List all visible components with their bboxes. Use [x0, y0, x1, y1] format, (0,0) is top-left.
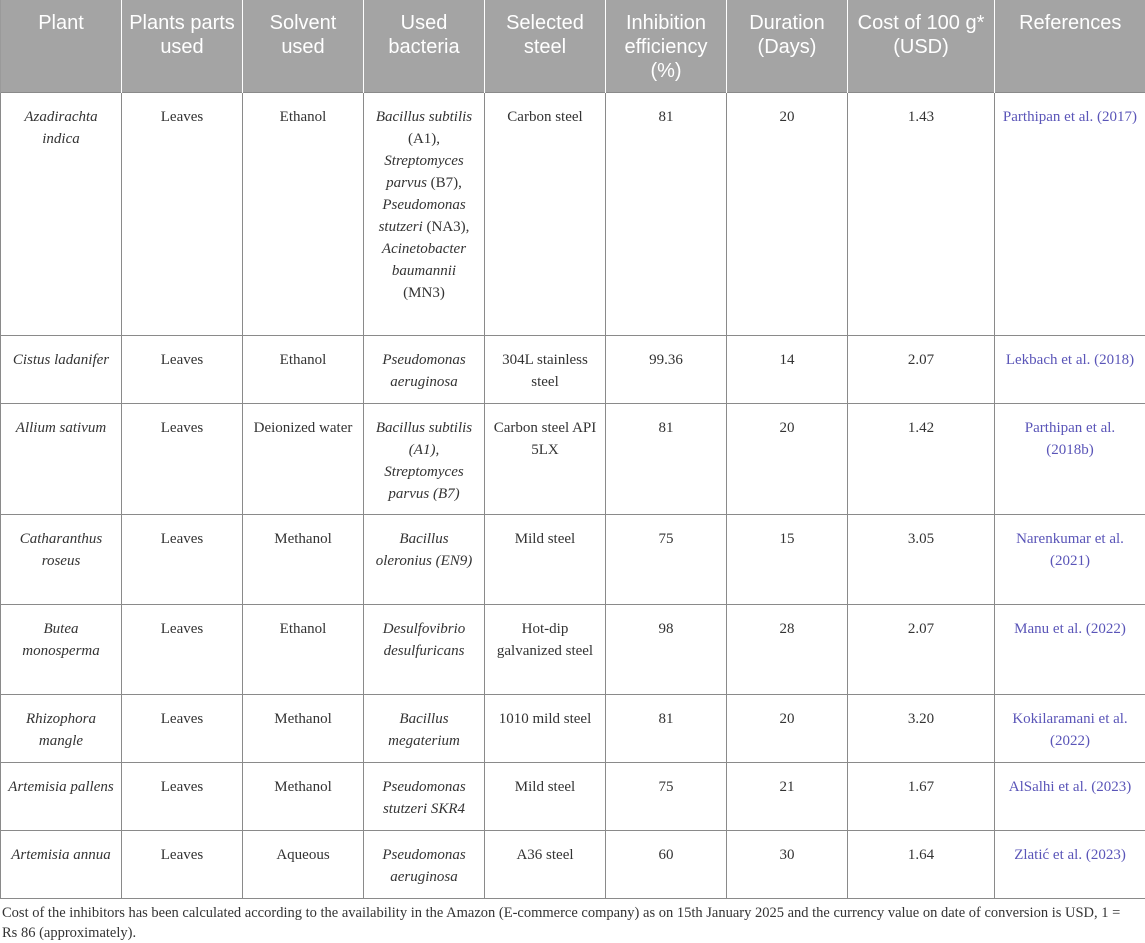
header-plant-parts: Plants parts used	[122, 0, 243, 92]
bacteria-cell	[364, 514, 485, 604]
solvent-cell: Ethanol	[243, 604, 364, 694]
header-references: References	[995, 0, 1145, 92]
plant-parts-cell: Leaves	[122, 92, 243, 335]
plant-cell: Rhizophora mangle	[1, 694, 122, 762]
efficiency-cell: 81	[606, 694, 727, 762]
reference-cell	[995, 762, 1145, 830]
duration-cell: 20	[727, 92, 848, 335]
bacteria-name: Acinetobacter baumannii	[381, 240, 467, 279]
bacteria-name: Bacillus megaterium	[388, 710, 460, 749]
bacteria-name: Bacillus subtilis	[375, 108, 473, 125]
cost-cell: 1.42	[848, 403, 995, 514]
bacteria-name: Bacillus subtilis (A1),	[375, 419, 473, 458]
table-row	[1, 830, 1145, 898]
table-row	[1, 92, 1145, 335]
reference-cell	[995, 604, 1145, 694]
reference-cell	[995, 335, 1145, 403]
steel-cell: 304L stainless steel	[485, 335, 606, 403]
bacteria-cell	[364, 830, 485, 898]
table-header-row	[1, 0, 1145, 92]
bacteria-name: Desulfovibrio desulfuricans	[382, 620, 466, 659]
bacteria-strain-code: (A1),	[407, 130, 441, 147]
cost-cell: 1.67	[848, 762, 995, 830]
cost-cell: 2.07	[848, 604, 995, 694]
table-row	[1, 694, 1145, 762]
plant-parts-cell: Leaves	[122, 762, 243, 830]
duration-cell: 20	[727, 694, 848, 762]
reference-cell	[995, 514, 1145, 604]
cost-cell: 3.20	[848, 694, 995, 762]
header-cost: Cost of 100 g*(USD)	[848, 0, 995, 92]
duration-cell: 30	[727, 830, 848, 898]
header-efficiency: Inhibition efficiency (%)	[606, 0, 727, 92]
reference-link[interactable]: Zlatić et al. (2023)	[1014, 846, 1126, 863]
bacteria-name: Pseudomonas stutzeri	[378, 196, 466, 235]
bacteria-strain-code: (B7),	[426, 174, 462, 191]
bacteria-cell	[364, 335, 485, 403]
steel-cell: Mild steel	[485, 762, 606, 830]
steel-cell: Mild steel	[485, 514, 606, 604]
solvent-cell: Methanol	[243, 762, 364, 830]
reference-link[interactable]: Lekbach et al. (2018)	[1005, 351, 1135, 368]
steel-cell: A36 steel	[485, 830, 606, 898]
bacteria-name: Streptomyces parvus (B7)	[384, 463, 464, 502]
efficiency-cell: 75	[606, 762, 727, 830]
steel-cell: Hot-dip galvanized steel	[485, 604, 606, 694]
solvent-cell: Ethanol	[243, 335, 364, 403]
cost-cell: 2.07	[848, 335, 995, 403]
steel-cell: Carbon steel	[485, 92, 606, 335]
reference-cell	[995, 830, 1145, 898]
reference-link[interactable]: Parthipan et al. (2018b)	[1024, 419, 1116, 458]
bacteria-name: Streptomyces parvus	[384, 152, 464, 191]
duration-cell: 21	[727, 762, 848, 830]
solvent-cell: Ethanol	[243, 92, 364, 335]
plant-cell: Artemisia annua	[1, 830, 122, 898]
bacteria-name: Pseudomonas aeruginosa	[382, 846, 466, 885]
efficiency-cell: 75	[606, 514, 727, 604]
reference-link[interactable]: Manu et al. (2022)	[1014, 620, 1126, 637]
reference-link[interactable]: Narenkumar et al. (2021)	[1016, 530, 1124, 569]
table-footnote: Cost of the inhibitors has been calculated according to the availability in the Amazon (E-commerce company) as on 15th January 2025 and the currency value on date of conversion is USD, 1 = Rs 86 (approximately).	[2, 905, 1121, 941]
bacteria-cell	[364, 92, 485, 335]
duration-cell: 20	[727, 403, 848, 514]
plant-cell: Cistus ladanifer	[1, 335, 122, 403]
table-row	[1, 514, 1145, 604]
bacteria-name: Pseudomonas stutzeri SKR4	[382, 778, 466, 817]
bacteria-cell	[364, 762, 485, 830]
reference-link[interactable]: Kokilaramani et al. (2022)	[1012, 710, 1128, 749]
bacteria-name: Pseudomonas aeruginosa	[382, 351, 466, 390]
efficiency-cell: 81	[606, 92, 727, 335]
bacteria-name: Bacillus oleronius (EN9)	[375, 530, 473, 569]
efficiency-cell: 99.36	[606, 335, 727, 403]
plant-cell: Allium sativum	[1, 403, 122, 514]
bacteria-strain-code: (NA3),	[422, 218, 470, 235]
plant-parts-cell: Leaves	[122, 694, 243, 762]
efficiency-cell: 60	[606, 830, 727, 898]
steel-cell: Carbon steel API 5LX	[485, 403, 606, 514]
header-steel: Selected steel	[485, 0, 606, 92]
cost-cell: 1.43	[848, 92, 995, 335]
plant-parts-cell: Leaves	[122, 604, 243, 694]
solvent-cell: Deionized water	[243, 403, 364, 514]
solvent-cell: Aqueous	[243, 830, 364, 898]
plant-parts-cell: Leaves	[122, 830, 243, 898]
plant-cell: Catharanthus roseus	[1, 514, 122, 604]
cost-cell: 3.05	[848, 514, 995, 604]
steel-cell: 1010 mild steel	[485, 694, 606, 762]
table-row	[1, 604, 1145, 694]
bacteria-cell	[364, 403, 485, 514]
table-body	[1, 92, 1145, 898]
reference-cell	[995, 92, 1145, 335]
reference-cell	[995, 403, 1145, 514]
plant-cell: Azadirachta indica	[1, 92, 122, 335]
header-solvent: Solvent used	[243, 0, 364, 92]
solvent-cell: Methanol	[243, 694, 364, 762]
duration-cell: 15	[727, 514, 848, 604]
reference-cell	[995, 694, 1145, 762]
table-row	[1, 762, 1145, 830]
header-duration: Duration (Days)	[727, 0, 848, 92]
bacteria-strain-code: (MN3)	[403, 284, 445, 301]
header-bacteria: Used bacteria	[364, 0, 485, 92]
header-plant: Plant	[1, 0, 122, 92]
efficiency-cell: 98	[606, 604, 727, 694]
reference-link[interactable]: Parthipan et al. (2017)	[1002, 108, 1138, 125]
solvent-cell: Methanol	[243, 514, 364, 604]
cost-cell: 1.64	[848, 830, 995, 898]
plant-parts-cell: Leaves	[122, 335, 243, 403]
table-row	[1, 403, 1145, 514]
bacteria-cell	[364, 694, 485, 762]
plant-cell: Artemisia pallens	[1, 762, 122, 830]
plant-parts-cell: Leaves	[122, 403, 243, 514]
efficiency-cell: 81	[606, 403, 727, 514]
bacteria-cell	[364, 604, 485, 694]
duration-cell: 28	[727, 604, 848, 694]
duration-cell: 14	[727, 335, 848, 403]
plant-parts-cell: Leaves	[122, 514, 243, 604]
table-row	[1, 335, 1145, 403]
plant-cell: Butea monosperma	[1, 604, 122, 694]
reference-link[interactable]: AlSalhi et al. (2023)	[1008, 778, 1132, 795]
